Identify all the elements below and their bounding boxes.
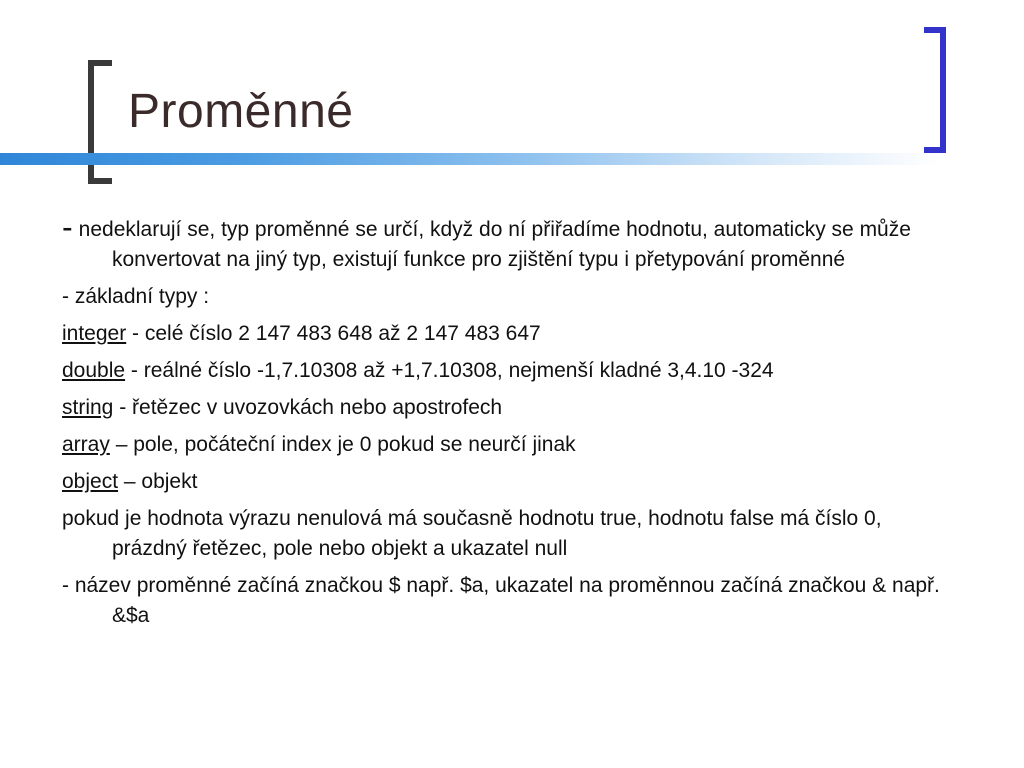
basic-types-heading: - základní typy : (62, 285, 210, 308)
title-gradient-band (0, 153, 940, 165)
type-desc: – objekt (118, 470, 198, 493)
intro-text: nedeklarují se, typ proměnné se určí, když do ní přiřadíme hodnotu, automaticky se může konvertovat na jiný typ, existují funkce pro zjištění typu i přetypování proměnné (78, 218, 911, 271)
truthiness-paragraph: pokud je hodnota výrazu nenulová má současně hodnotu true, hodnotu false má číslo 0, prázdný řetězec, pole nebo objekt a ukazatel null (62, 507, 882, 560)
type-term: double (62, 359, 126, 382)
slide-body (62, 209, 962, 638)
intro-dash: - (62, 209, 73, 245)
type-term: object (62, 470, 119, 493)
type-desc: - řetězec v uvozovkách nebo apostrofech (113, 396, 503, 419)
type-item-array (62, 430, 962, 460)
type-item-object (62, 467, 962, 497)
type-desc: - celé číslo 2 147 483 648 až 2 147 483 647 (126, 322, 541, 345)
type-term: string (62, 396, 114, 419)
type-item-double (62, 356, 962, 386)
right-bracket-decoration (924, 27, 946, 153)
type-item-integer (62, 319, 962, 349)
left-bracket-decoration (88, 60, 112, 184)
type-term: array (62, 433, 110, 456)
type-desc: – pole, počáteční index je 0 pokud se neurčí jinak (109, 433, 576, 456)
type-term: integer (62, 322, 127, 345)
intro-paragraph (62, 209, 962, 275)
type-item-string (62, 393, 962, 423)
slide-title: Proměnné (128, 85, 354, 138)
type-desc: - reálné číslo -1,7.10308 až +1,7.10308, nejmenší kladné 3,4.10 -324 (125, 359, 774, 382)
naming-paragraph: - název proměnné začíná značkou $ např. $a, ukazatel na proměnnou začíná značkou & např. &$a (62, 574, 940, 627)
